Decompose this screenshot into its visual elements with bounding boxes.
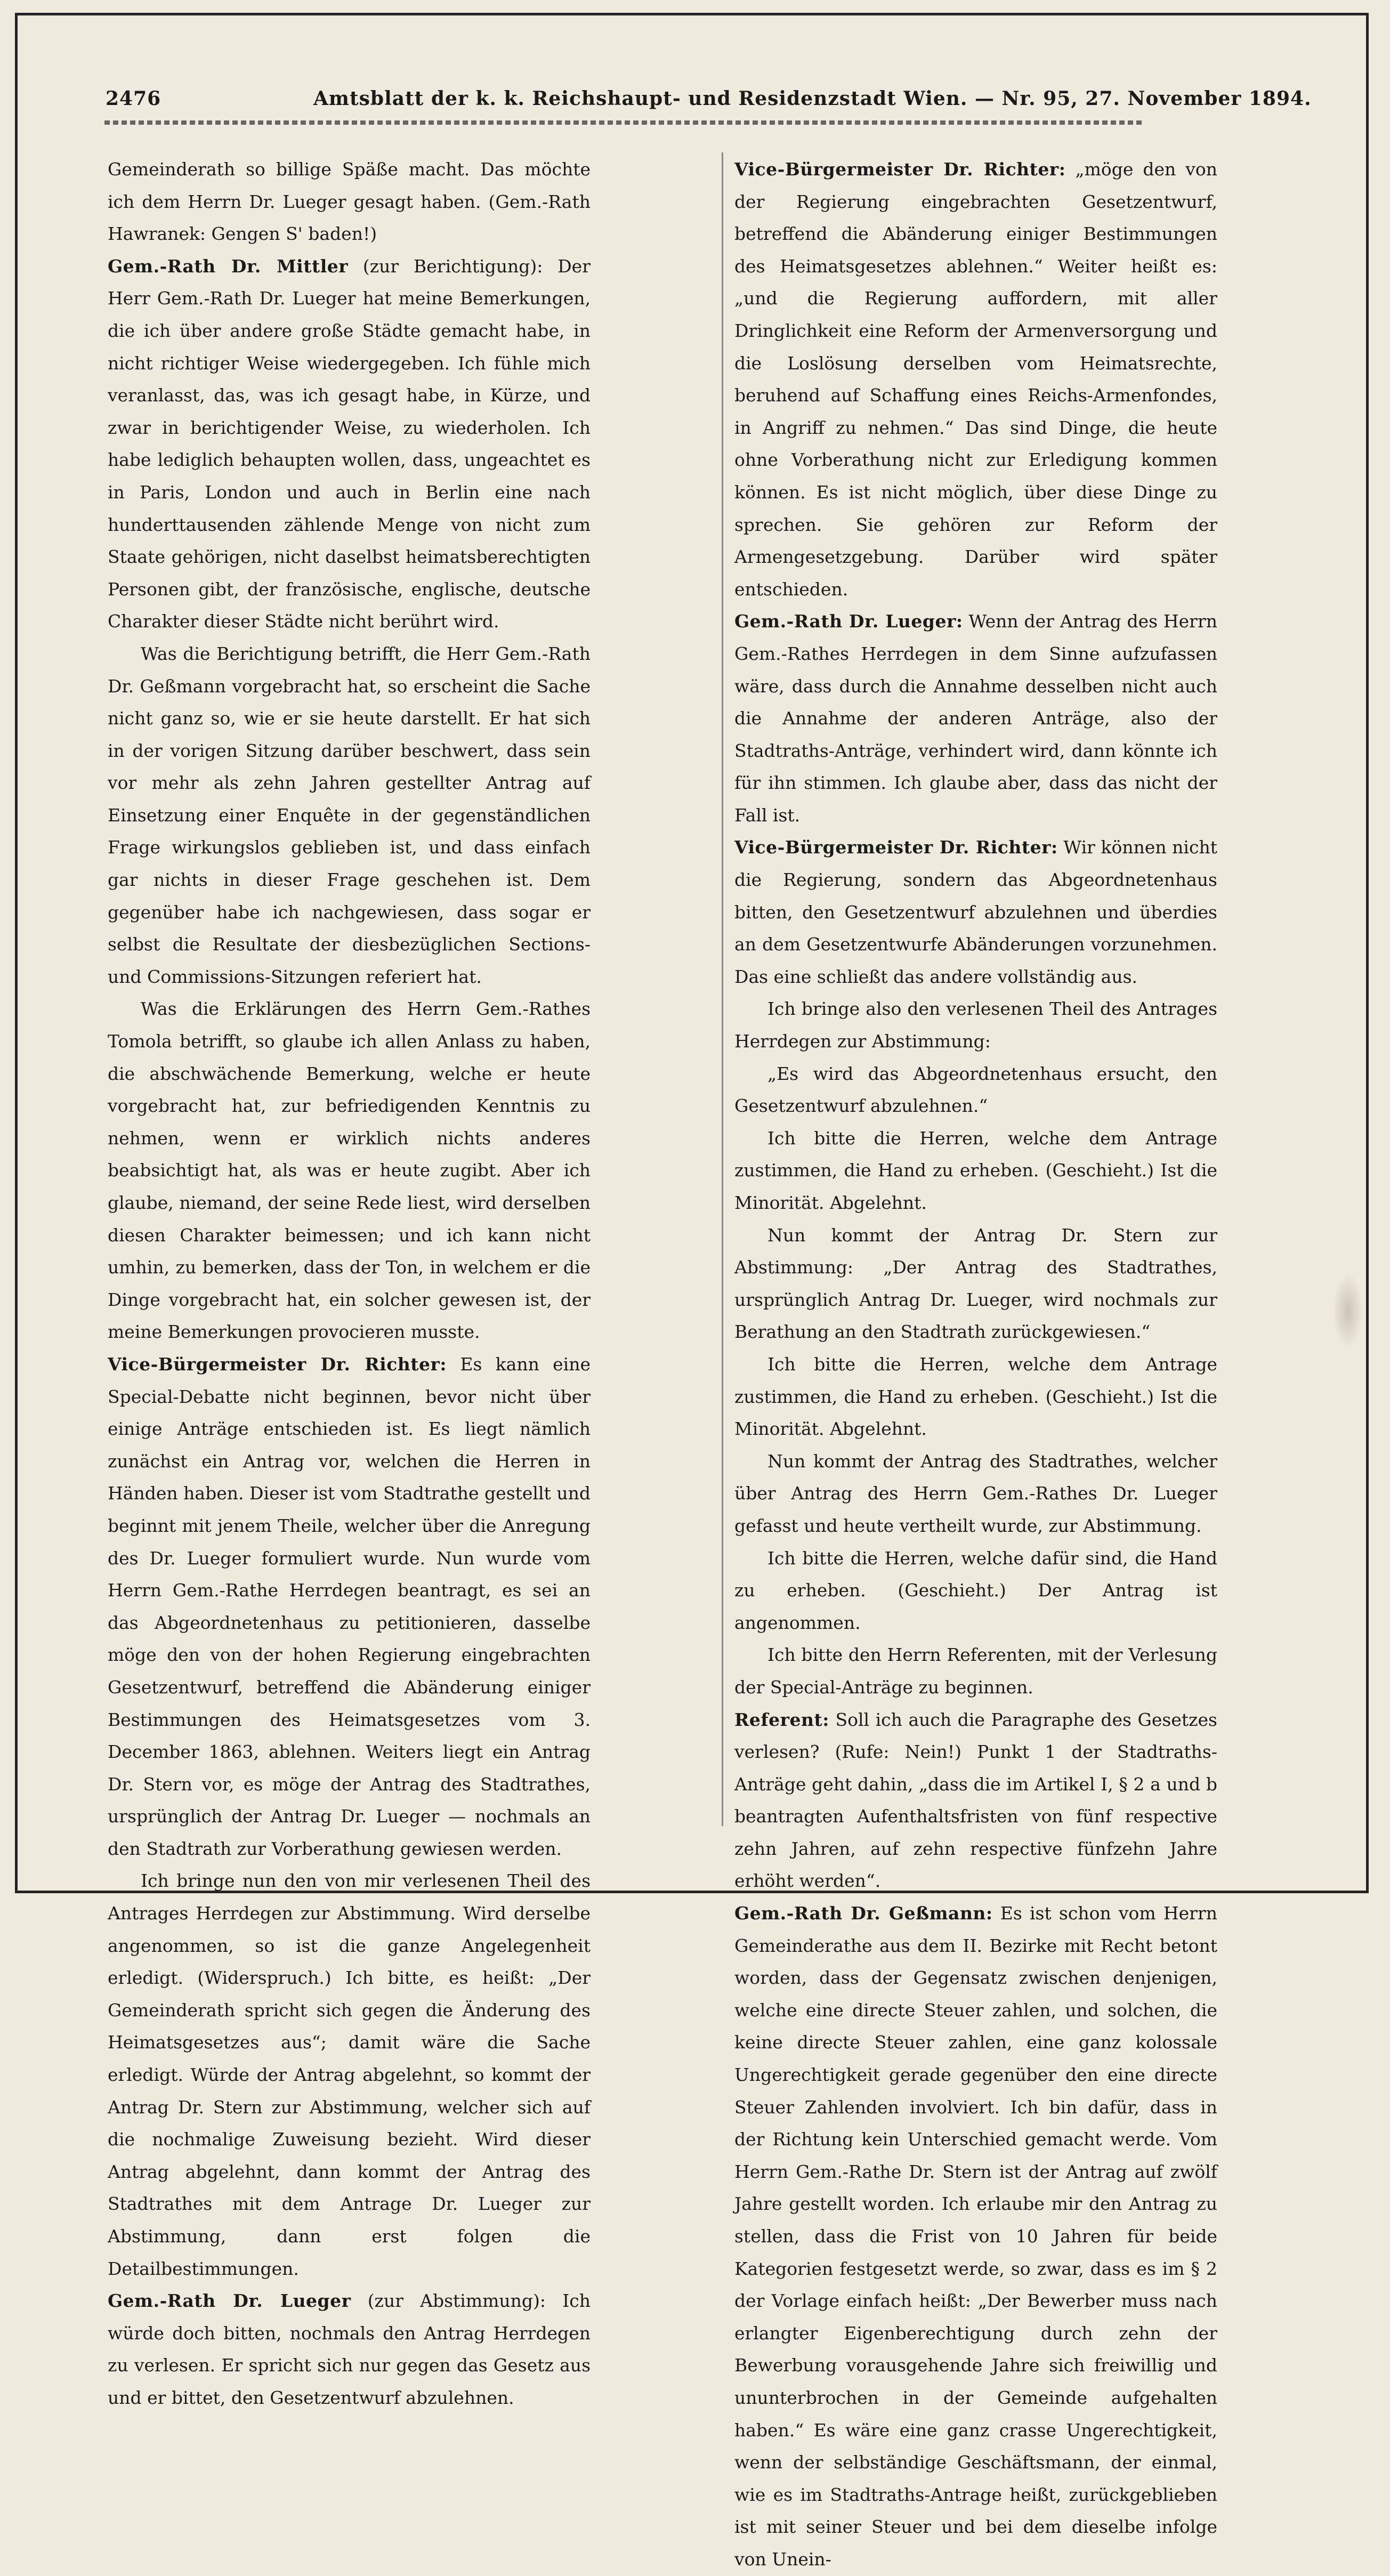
paragraph: Ich bitte die Herren, welche dem Antrage zustimmen, die Hand zu erheben. (Geschieht.) Ist die Minorität. Abgelehnt. bbox=[734, 1127, 1217, 1213]
column-divider bbox=[722, 152, 723, 1826]
paragraph: Nun kommt der Antrag Dr. Stern zur Abstimmung: „Der Antrag des Stadtrathes, ursprünglich Antrag Dr. Lueger, wird nochmals zur Berathung an den Stadtrath zurückgewiesen.“ bbox=[734, 1224, 1217, 1343]
speaker-name: Vice-Bürgermeister Dr. Richter: bbox=[734, 159, 1066, 180]
paragraph: Was die Berichtigung betrifft, die Herr Gem.-Rath Dr. Geßmann vorgebracht hat, so erscheint die Sache nicht ganz so, wie er sie heute darstellt. Er hat sich in der vorigen Sitzung darüber beschwert, dass sein vor mehr als zehn Jahren gestellter Antrag auf Einsetzung einer Enquête in der gegenständlichen Frage wirkungslos geblieben ist, und dass einfach gar nichts in dieser Frage geschehen ist. Dem gegenüber habe ich nachgewiesen, dass sogar er selbst die Resultate der diesbezüglichen Sections- und Commissions-Sitzungen referiert hat. bbox=[108, 643, 591, 987]
paragraph: Nun kommt der Antrag des Stadtrathes, welcher über Antrag des Herrn Gem.-Rathes Dr. Lueger gefasst und heute vertheilt wurde, zur Abstimmung. bbox=[734, 1450, 1217, 1536]
paragraph: Ich bringe also den verlesenen Theil des Antrages Herrdegen zur Abstimmung: bbox=[734, 998, 1217, 1052]
speaker-name: Gem.-Rath Dr. Mittler bbox=[108, 255, 349, 277]
paragraph: Referent: Soll ich auch die Paragraphe des Gesetzes verlesen? (Rufe: Nein!) Punkt 1 der Stadtraths-Anträge geht dahin, „dass die im Artikel I, § 2 a und b beantragten Aufenthaltsfristen von fünf respective zehn Jahren, auf zehn respective fünfzehn Jahre erhöht werden“. bbox=[734, 1709, 1217, 1892]
speaker-name: Vice-Bürgermeister Dr. Richter: bbox=[108, 1353, 447, 1375]
right-column bbox=[734, 154, 1217, 2576]
paragraph: Vice-Bürgermeister Dr. Richter: Wir können nicht die Regierung, sondern das Abgeordnetenhaus bitten, den Gesetzentwurf abzulehnen und überdies an dem Gesetzentwurfe Abänderungen vorzunehmen. Das eine schließt das andere vollständig aus. bbox=[734, 837, 1217, 987]
paragraph: „Es wird das Abgeordnetenhaus ersucht, den Gesetzentwurf abzulehnen.“ bbox=[734, 1063, 1217, 1117]
page-number: 2476 bbox=[106, 87, 161, 110]
speaker-name: Gem.-Rath Dr. Lueger: bbox=[734, 611, 963, 632]
speaker-name: Gem.-Rath Dr. Lueger bbox=[108, 2290, 351, 2312]
speaker-name: Referent: bbox=[734, 1709, 829, 1730]
paper-stain bbox=[1332, 1274, 1363, 1348]
paragraph: Gem.-Rath Dr. Lueger: Wenn der Antrag des Herrn Gem.-Rathes Herrdegen in dem Sinne aufzufassen wäre, dass durch die Annahme desselben nicht auch die Annahme der anderen Anträge, also der Stadtraths-Anträge, verhindert wird, dann könnte ich für ihn stimmen. Ich glaube aber, dass das nicht der Fall ist. bbox=[734, 611, 1217, 826]
paragraph: Vice-Bürgermeister Dr. Richter: „möge den von der Regierung eingebrachten Gesetzentwurf, betreffend die Abänderung einiger Bestimmungen des Heimatsgesetzes ablehnen.“ Weiter heißt es: „und die Regierung auffordern, mit aller Dringlichkeit eine Reform der Armenversorgung und die Loslösung derselben vom Heimatsrechte, beruhend auf Schaffung eines Reichs-Armenfondes, in Angriff zu nehmen.“ Das sind Dinge, die heute ohne Vorberathung nicht zur Erledigung kommen können. Es ist nicht möglich, über diese Dinge zu sprechen. Sie gehören zur Reform der Armengesetzgebung. Darüber wird später entschieden. bbox=[734, 159, 1217, 600]
speaker-name: Vice-Bürgermeister Dr. Richter: bbox=[734, 837, 1058, 858]
paragraph: Gem.-Rath Dr. Mittler (zur Berichtigung): Der Herr Gem.-Rath Dr. Lueger hat meine Bemerkungen, die ich über andere große Städte gemacht habe, in nicht richtiger Weise wiedergegeben. Ich fühle mich veranlasst, das, was ich gesagt habe, in Kürze, und zwar in berichtigender Weise, zu wiederholen. Ich habe lediglich behaupten wollen, dass, ungeachtet es in Paris, London und auch in Berlin eine nach hunderttausenden zählende Menge von nicht zum Staate gehörigen, nicht daselbst heimatsberechtigten Personen gibt, der französische, englische, deutsche Charakter dieser Städte nicht berührt wird. bbox=[108, 255, 591, 632]
paragraph: Ich bitte den Herrn Referenten, mit der Verlesung der Special-Anträge zu beginnen. bbox=[734, 1644, 1217, 1698]
publication-title: Amtsblatt der k. k. Reichshaupt- und Residenzstadt Wien. — Nr. 95, 27. November 1894. bbox=[313, 87, 1312, 110]
paragraph: Ich bitte die Herren, welche dem Antrage zustimmen, die Hand zu erheben. (Geschieht.) Ist die Minorität. Abgelehnt. bbox=[734, 1353, 1217, 1440]
paragraph: Gem.-Rath Dr. Lueger (zur Abstimmung): Ich würde doch bitten, nochmals den Antrag Herrdegen zu verlesen. Er spricht sich nur gegen das Gesetz aus und er bittet, den Gesetzentwurf abzulehnen. bbox=[108, 2290, 591, 2408]
paragraph: Gem.-Rath Dr. Geßmann: Es ist schon vom Herrn Gemeinderathe aus dem II. Bezirke mit Recht betont worden, dass der Gegensatz zwischen denjenigen, welche eine directe Steuer zahlen, und solchen, die keine directe Steuer zahlen, eine ganz kolossale Ungerechtigkeit gerade gegenüber den eine directe Steuer Zahlenden involviert. Ich bin dafür, dass in der Richtung kein Unterschied gemacht werde. Vom Herrn Gem.-Rathe Dr. Stern ist der Antrag auf zwölf Jahre gestellt worden. Ich erlaube mir den Antrag zu stellen, dass die Frist von 10 Jahren für beide Kategorien festgesetzt werde, so zwar, dass es im § 2 der Vorlage einfach heißt: „Der Bewerber muss nach erlangter Eigenberechtigung durch zehn der Bewerbung vorausgehende Jahre sich freiwillig und ununterbrochen in der Gemeinde aufgehalten haben.“ Es wäre eine ganz crasse Ungerechtigkeit, wenn der selbständige Geschäftsmann, der einmal, wie es im Stadtraths-Antrage heißt, zurückgeblieben ist mit seiner Steuer und bei dem dieselbe infolge von Unein- bbox=[734, 1903, 1217, 2570]
header-rule bbox=[104, 120, 1145, 125]
paragraph: Gemeinderath so billige Späße macht. Das möchte ich dem Herrn Dr. Lueger gesagt haben. (Gem.-Rath Hawranek: Gengen S' baden!) bbox=[108, 159, 591, 245]
paragraph: Ich bitte die Herren, welche dafür sind, die Hand zu erheben. (Geschieht.) Der Antrag ist angenommen. bbox=[734, 1547, 1217, 1633]
paragraph: Was die Erklärungen des Herrn Gem.-Rathes Tomola betrifft, so glaube ich allen Anlass zu haben, die abschwächende Bemerkung, welche er heute vorgebracht hat, zur befriedigenden Kenntnis zu nehmen, wenn er wirklich nichts anderes beabsichtigt hat, als was er heute zugibt. Aber ich glaube, niemand, der seine Rede liest, wird derselben diesen Charakter beimessen; und ich kann nicht umhin, zu bemerken, dass der Ton, in welchem er die Dinge vorgebracht hat, ein solcher gewesen ist, der meine Bemerkungen provocieren musste. bbox=[108, 998, 591, 1343]
page-header bbox=[106, 85, 1312, 119]
paragraph: Ich bringe nun den von mir verlesenen Theil des Antrages Herrdegen zur Abstimmung. Wird derselbe angenommen, so ist die ganze Angelegenheit erledigt. (Widerspruch.) Ich bitte, es heißt: „Der Gemeinderath spricht sich gegen die Änderung des Heimatsgesetzes aus“; damit wäre die Sache erledigt. Würde der Antrag abgelehnt, so kommt der Antrag Dr. Stern zur Abstimmung, welcher sich auf die nochmalige Zuweisung bezieht. Wird dieser Antrag abgelehnt, dann kommt der Antrag des Stadtrathes mit dem Antrage Dr. Lueger zur Abstimmung, dann erst folgen die Detailbestimmungen. bbox=[108, 1870, 591, 2279]
left-column bbox=[108, 154, 591, 2415]
paragraph: Vice-Bürgermeister Dr. Richter: Es kann eine Special-Debatte nicht beginnen, bevor nicht über einige Anträge entschieden ist. Es liegt nämlich zunächst ein Antrag vor, welchen die Herren in Händen haben. Dieser ist vom Stadtrathe gestellt und beginnt mit jenem Theile, welcher über die Anregung des Dr. Lueger formuliert wurde. Nun wurde vom Herrn Gem.-Rathe Herrdegen beantragt, es sei an das Abgeordnetenhaus zu petitionieren, dasselbe möge den von der hohen Regierung eingebrachten Gesetzentwurf, betreffend die Abänderung einiger Bestimmungen des Heimatsgesetzes vom 3. December 1863, ablehnen. Weiters liegt ein Antrag Dr. Stern vor, es möge der Antrag des Stadtrathes, ursprünglich der Antrag Dr. Lueger — nochmals an den Stadtrath zur Vorberathung gewiesen werden. bbox=[108, 1353, 591, 1859]
speaker-name: Gem.-Rath Dr. Geßmann: bbox=[734, 1903, 993, 1924]
